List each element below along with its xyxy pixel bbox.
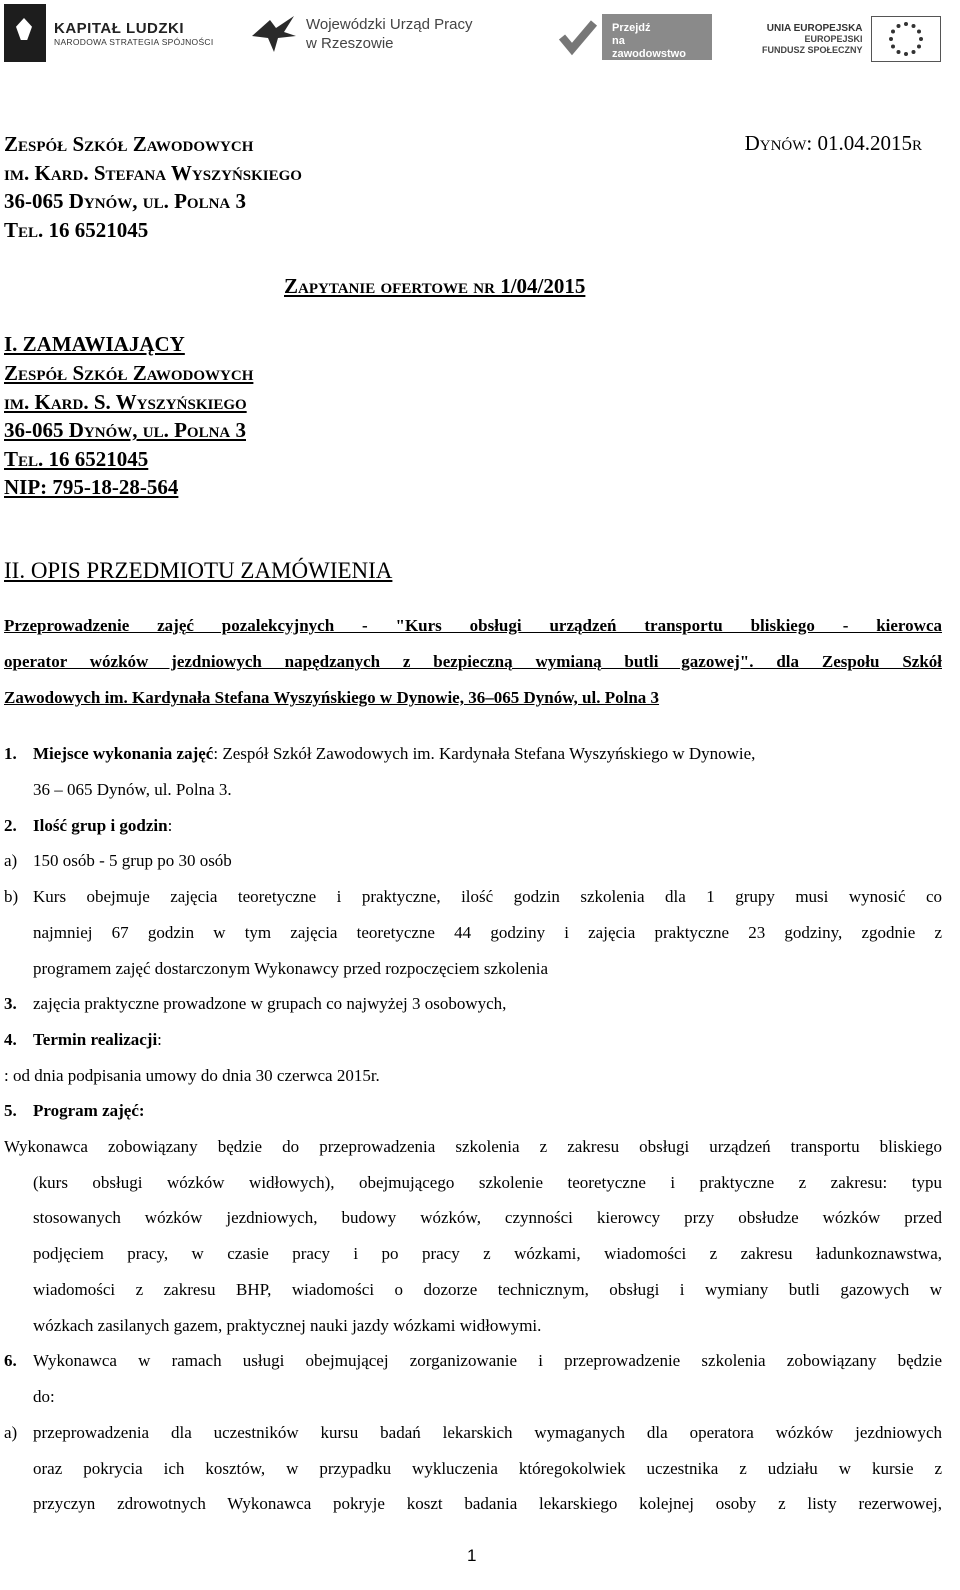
item5-line: wózkach zasilanych gazem, praktycznej nauki jazdy wózkami widłowymi.	[33, 1316, 542, 1335]
ue-logo	[762, 16, 941, 62]
item6a-line: przyczyn zdrowotnych Wykonawca pokryje koszt badania lekarskiego kolejnej osoby z listy rezerwowej,	[33, 1494, 942, 1513]
item2-line	[33, 816, 172, 836]
item5-line: stosowanych wózków jezdniowych, budowy wózków, czynności kierowcy przy obsłudze wózków przed	[33, 1208, 942, 1227]
wup-bird-icon	[250, 14, 298, 54]
intro-line: operator wózków jezdniowych napędzanych z bezpieczną wymianą butli gazowej". dla Zespołu Szkół	[4, 652, 942, 671]
item4-colon: :	[157, 1030, 162, 1049]
item5-label: Program zajęć:	[33, 1101, 145, 1120]
sender-block	[4, 130, 302, 244]
item-number: 2.	[4, 816, 17, 835]
wup-line1: Wojewódzki Urząd Pracy	[306, 16, 473, 33]
eu-flag-icon	[871, 16, 941, 62]
wup-logo	[250, 14, 472, 54]
kapital-ludzki-star-icon	[4, 4, 46, 62]
sender-line: Tel. 16 6521045	[4, 217, 149, 242]
item3-text: zajęcia praktyczne prowadzone w grupach co najwyżej 3 osobowych,	[33, 994, 507, 1013]
item2-label: Ilość grup i godzin	[33, 816, 168, 835]
ue-line1: UNIA EUROPEJSKA	[766, 22, 863, 34]
item-number: 4.	[4, 1030, 17, 1049]
item6a-line: oraz pokrycia ich kosztów, w przypadku wykluczenia któregokolwiek uczestnika z udziału w kursie z	[33, 1459, 942, 1478]
intro-line: Zawodowych im. Kardynała Stefana Wyszyńskiego w Dynowie, 36–065 Dynów, ul. Polna 3	[4, 688, 660, 707]
item5-line: podjęciem pracy, w czasie pracy i po pracy z wózkami, wiadomości z zakresu ładunkoznawstwa,	[33, 1244, 942, 1263]
ue-line2: EUROPEJSKI	[804, 33, 863, 44]
przejdz-line1: Przejdź	[612, 22, 651, 34]
section2-heading: II. OPIS PRZEDMIOTU ZAMÓWIENIA	[4, 558, 393, 583]
item5-line: Wykonawca zobowiązany będzie do przeprowadzenia szkolenia z zakresu obsługi urządzeń transportu bliskiego	[4, 1137, 942, 1156]
item1-label: Miejsce wykonania zajęć	[33, 744, 214, 763]
sub-label: a)	[4, 1423, 18, 1442]
page-number: 1	[467, 1546, 477, 1565]
intro-line: Przeprowadzenie zajęć pozalekcyjnych - "Kurs obsługi urządzeń transportu bliskiego - kierowca	[4, 616, 942, 635]
item1-text: : Zespół Szkół Zawodowych im. Kardynała Stefana Wyszyńskiego w Dynowie,	[213, 744, 756, 763]
section1-heading: I. ZAMAWIAJĄCY	[4, 332, 185, 356]
item2b-line: najmniej 67 godzin w tym zajęcia teoretyczne 44 godziny i zajęcia praktyczne 23 godziny, zgodnie z	[33, 923, 942, 942]
kapital-ludzki-logo	[4, 4, 214, 62]
address-line: Zespół Szkół Zawodowych	[4, 361, 254, 385]
section1-address	[4, 359, 253, 502]
address-line: 36-065 Dynów, ul. Polna 3	[4, 418, 246, 443]
przejdz-logo	[558, 14, 712, 60]
item6a-line: przeprowadzenia dla uczestników kursu badań lekarskich wymaganych dla operatora wózków jezdniowych	[33, 1423, 942, 1442]
wup-line2: w Rzeszowie	[306, 35, 394, 52]
document-date: Dynów: 01.04.2015r	[744, 131, 922, 155]
item-number: 5.	[4, 1101, 17, 1120]
item1-line	[33, 744, 755, 764]
sub-label: a)	[4, 851, 18, 870]
sub-label: b)	[4, 887, 19, 906]
kapital-ludzki-subtitle: NARODOWA STRATEGIA SPÓJNOŚCI	[54, 36, 214, 47]
sender-line: im. Kard. Stefana Wyszyńskiego	[4, 160, 302, 185]
item4-line	[33, 1030, 162, 1050]
przejdz-line2: na zawodowstwo	[612, 35, 686, 60]
item2b-line: Kurs obejmuje zajęcia teoretyczne i praktyczne, ilość godzin szkolenia dla 1 grupy musi wynosić co	[33, 887, 942, 906]
address-line: im. Kard. S. Wyszyńskiego	[4, 389, 247, 414]
item2b-line: programem zajęć dostarczonym Wykonawcy przed rozpoczęciem szkolenia	[33, 959, 549, 978]
ue-line3: FUNDUSZ SPOŁECZNY	[762, 44, 863, 55]
item4-label: Termin realizacji	[33, 1030, 158, 1049]
item2-colon: :	[167, 816, 173, 835]
item4-text: : od dnia podpisania umowy do dnia 30 czerwca 2015r.	[4, 1066, 380, 1085]
item2a-text: 150 osób - 5 grup po 30 osób	[33, 851, 232, 870]
sender-line: 36-065 Dynów, ul. Polna 3	[4, 189, 246, 214]
item-number: 6.	[4, 1351, 17, 1370]
logo-bar	[0, 0, 960, 80]
document-title: Zapytanie ofertowe nr 1/04/2015	[284, 274, 586, 298]
item-number: 3.	[4, 994, 17, 1013]
item6-line: Wykonawca w ramach usługi obejmującej zorganizowanie i przeprowadzenie szkolenia zobowiązany będzie	[33, 1351, 942, 1370]
checkmark-icon	[558, 17, 598, 57]
item1-continuation: 36 – 065 Dynów, ul. Polna 3.	[33, 780, 232, 799]
item-number: 1.	[4, 744, 17, 763]
item5-line: (kurs obsługi wózków widłowych), obejmującego szkolenie teoretyczne i praktyczne z zakresu: typu	[33, 1173, 942, 1192]
item6-line: do:	[33, 1387, 55, 1406]
address-line: Tel. 16 6521045	[4, 446, 149, 471]
sender-line: Zespół Szkół Zawodowych	[4, 132, 254, 156]
item5-line: wiadomości z zakresu BHP, wiadomości o dozorze technicznym, obsługi i wymiany butli gazowych w	[33, 1280, 942, 1299]
kapital-ludzki-title: KAPITAŁ LUDZKI	[54, 19, 185, 37]
address-line: NIP: 795-18-28-564	[4, 475, 179, 500]
